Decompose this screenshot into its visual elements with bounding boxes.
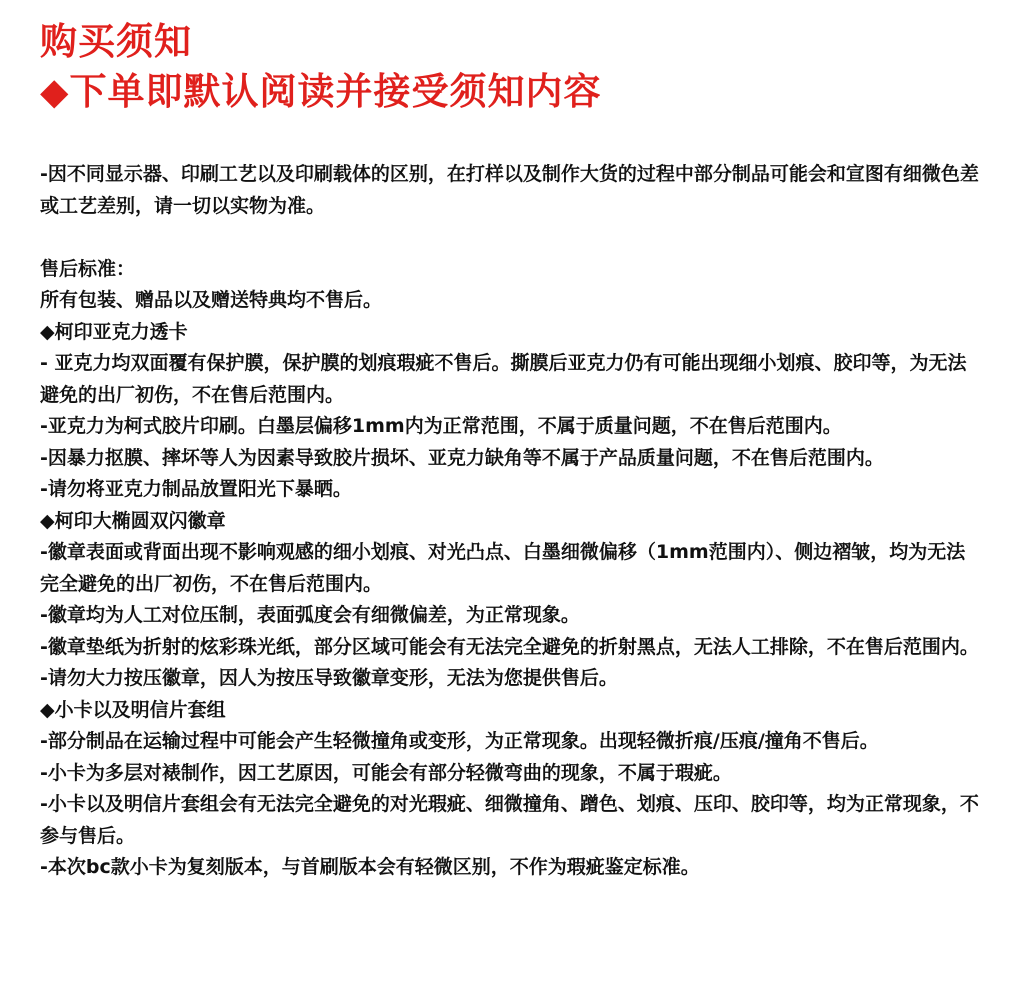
- intro-paragraph: -因不同显示器、印刷工艺以及印刷载体的区别，在打样以及制作大货的过程中部分制品可能会和宣图有细微色差或工艺差别，请一切以实物为准。: [40, 163, 979, 217]
- after-sales-heading: 售后标准：: [40, 257, 136, 280]
- badge-item: -请勿大力按压徽章，因人为按压导致徽章变形，无法为您提供售后。: [40, 667, 618, 689]
- paragraph-gap: [40, 222, 984, 254]
- badge-item: -徽章垫纸为折射的炫彩珠光纸，部分区域可能会有无法完全避免的折射黑点，无法人工排除，不在售后范围内。: [40, 635, 979, 658]
- acrylic-item: -因暴力抠膜、摔坏等人为因素导致胶片损坏、亚克力缺角等不属于产品质量问题，不在售后范围内。: [40, 446, 884, 469]
- badge-item: -徽章表面或背面出现不影响观感的细小划痕、对光凸点、白墨细微偏移（1mm范围内）、侧边褶皱，均为无法完全避免的出厂初伤，不在售后范围内。: [40, 541, 966, 595]
- section-title-cards: ◆小卡以及明信片套组: [40, 698, 226, 721]
- cards-item: -部分制品在运输过程中可能会产生轻微撞角或变形，为正常现象。出现轻微折痕/压痕/撞角不售后。: [40, 730, 879, 752]
- cards-item: -小卡以及明信片套组会有无法完全避免的对光瑕疵、细微撞角、蹭色、划痕、压印、胶印等，均为正常现象，不参与售后。: [40, 793, 979, 847]
- acrylic-item: -亚克力为柯式胶片印刷。白墨层偏移1mm内为正常范围，不属于质量问题，不在售后范围内。: [40, 415, 842, 437]
- acrylic-item: - 亚克力均双面覆有保护膜，保护膜的划痕瑕疵不售后。撕膜后亚克力仍有可能出现细小划痕、胶印等，为无法避免的出厂初伤，不在售后范围内。: [40, 352, 967, 406]
- after-sales-general: 所有包装、赠品以及赠送特典均不售后。: [40, 289, 383, 311]
- notice-body: [40, 159, 984, 884]
- cards-item: -本次bc款小卡为复刻版本，与首刷版本会有轻微区别，不作为瑕疵鉴定标准。: [40, 856, 700, 878]
- acrylic-item: -请勿将亚克力制品放置阳光下暴晒。: [40, 478, 352, 500]
- section-title-acrylic: ◆柯印亚克力透卡: [40, 320, 188, 343]
- page-title: 购买须知: [40, 20, 192, 63]
- badge-item: -徽章均为人工对位压制，表面弧度会有细微偏差，为正常现象。: [40, 604, 580, 626]
- notice-heading: ◆下单即默认阅读并接受须知内容: [40, 70, 602, 113]
- section-title-badge: ◆柯印大椭圆双闪徽章: [40, 509, 226, 532]
- cards-item: -小卡为多层对裱制作，因工艺原因，可能会有部分轻微弯曲的现象，不属于瑕疵。: [40, 761, 732, 784]
